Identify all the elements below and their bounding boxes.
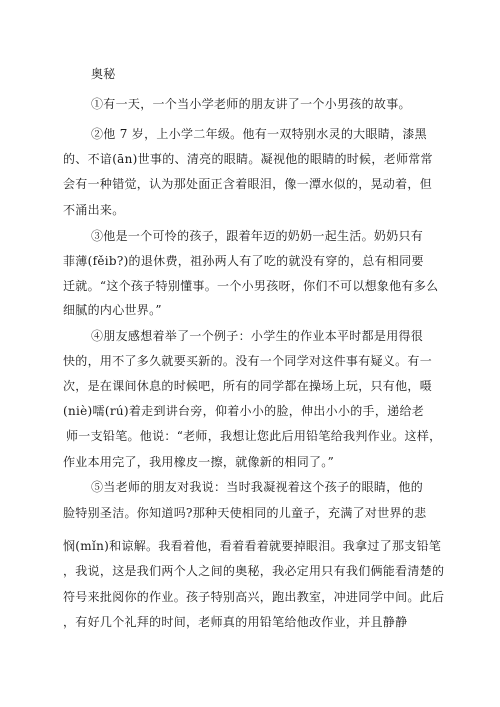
document-title: 奥秘 bbox=[91, 67, 116, 81]
text-line-9: 细腻的内心世界。” bbox=[63, 303, 162, 317]
text-line-3: 的、不谙(ān)世事的、清亮的眼睛。凝视他的眼睛的时候，老师常常 bbox=[63, 152, 433, 166]
text-line-16: ⑤当老师的朋友对我说：当时我凝视着这个孩子的眼睛，他的 bbox=[91, 480, 424, 494]
text-line-4: 会有一种错觉，认为那处面正含着眼泪，像一潭水似的，晃动着，但 bbox=[63, 177, 433, 191]
text-line-12: 次，是在课间休息的时候吧，所有的同学都在操场上玩，只有他，嗫 bbox=[63, 379, 433, 393]
text-line-17: 脸特别圣洁。你知道吗?那种天使相同的儿童子，充满了对世界的悲 bbox=[63, 506, 427, 520]
text-line-5: 不涌出来。 bbox=[63, 203, 125, 217]
text-line-8: 迁就。“这个孩子特别懂事。一个小男孩呀，你们不可以想象他有多么 bbox=[63, 279, 439, 293]
text-line-14: 师一支铅笔。他说：“老师，我想让您此后用铅笔给我判作业。这样， bbox=[66, 429, 442, 443]
text-line-19: ，我说，这是我们两个人之间的奥秘，我必定用只有我们俩能看清楚的 bbox=[63, 564, 445, 578]
text-line-15: 作业本用完了，我用橡皮一擦，就像新的相同了。” bbox=[63, 455, 335, 469]
text-line-10: ④朋友感想着举了一个例子：小学生的作业本平时都是用得很 bbox=[91, 329, 424, 343]
text-line-18: 悯(mǐn)和谅解。我看着他，看着看着就要掉眼泪。我拿过了那支铅笔 bbox=[63, 539, 442, 553]
text-line-20: 符号来批阅你的作业。孩子特别高兴，跑出教室，冲进同学中间。此后 bbox=[63, 590, 445, 604]
text-line-13: (niè)嚅(rú)着走到讲台旁，仰着小小的脸，伸出小小的手，递给老 bbox=[63, 404, 425, 418]
text-line-6: ③他是一个可怜的孩子，跟着年迈的奶奶一起生活。奶奶只有 bbox=[91, 229, 424, 243]
text-line-2: ②他 7 岁，上小学二年级。他有一双特别水灵的大眼睛，漆黑 bbox=[91, 127, 427, 141]
text-line-7: 菲薄(fěib?)的退休费，祖孙两人有了吃的就没有穿的，总有相同要 bbox=[63, 254, 424, 268]
text-line-21: ，有好几个礼拜的时间，老师真的用铅笔给他改作业，并且静静 bbox=[63, 615, 408, 629]
text-line-1: ①有一天，一个当小学老师的朋友讲了一个小男孩的故事。 bbox=[91, 97, 411, 111]
text-line-11: 快的，用不了多久就要买新的。没有一个同学对这件事有疑义。有一 bbox=[63, 354, 433, 368]
